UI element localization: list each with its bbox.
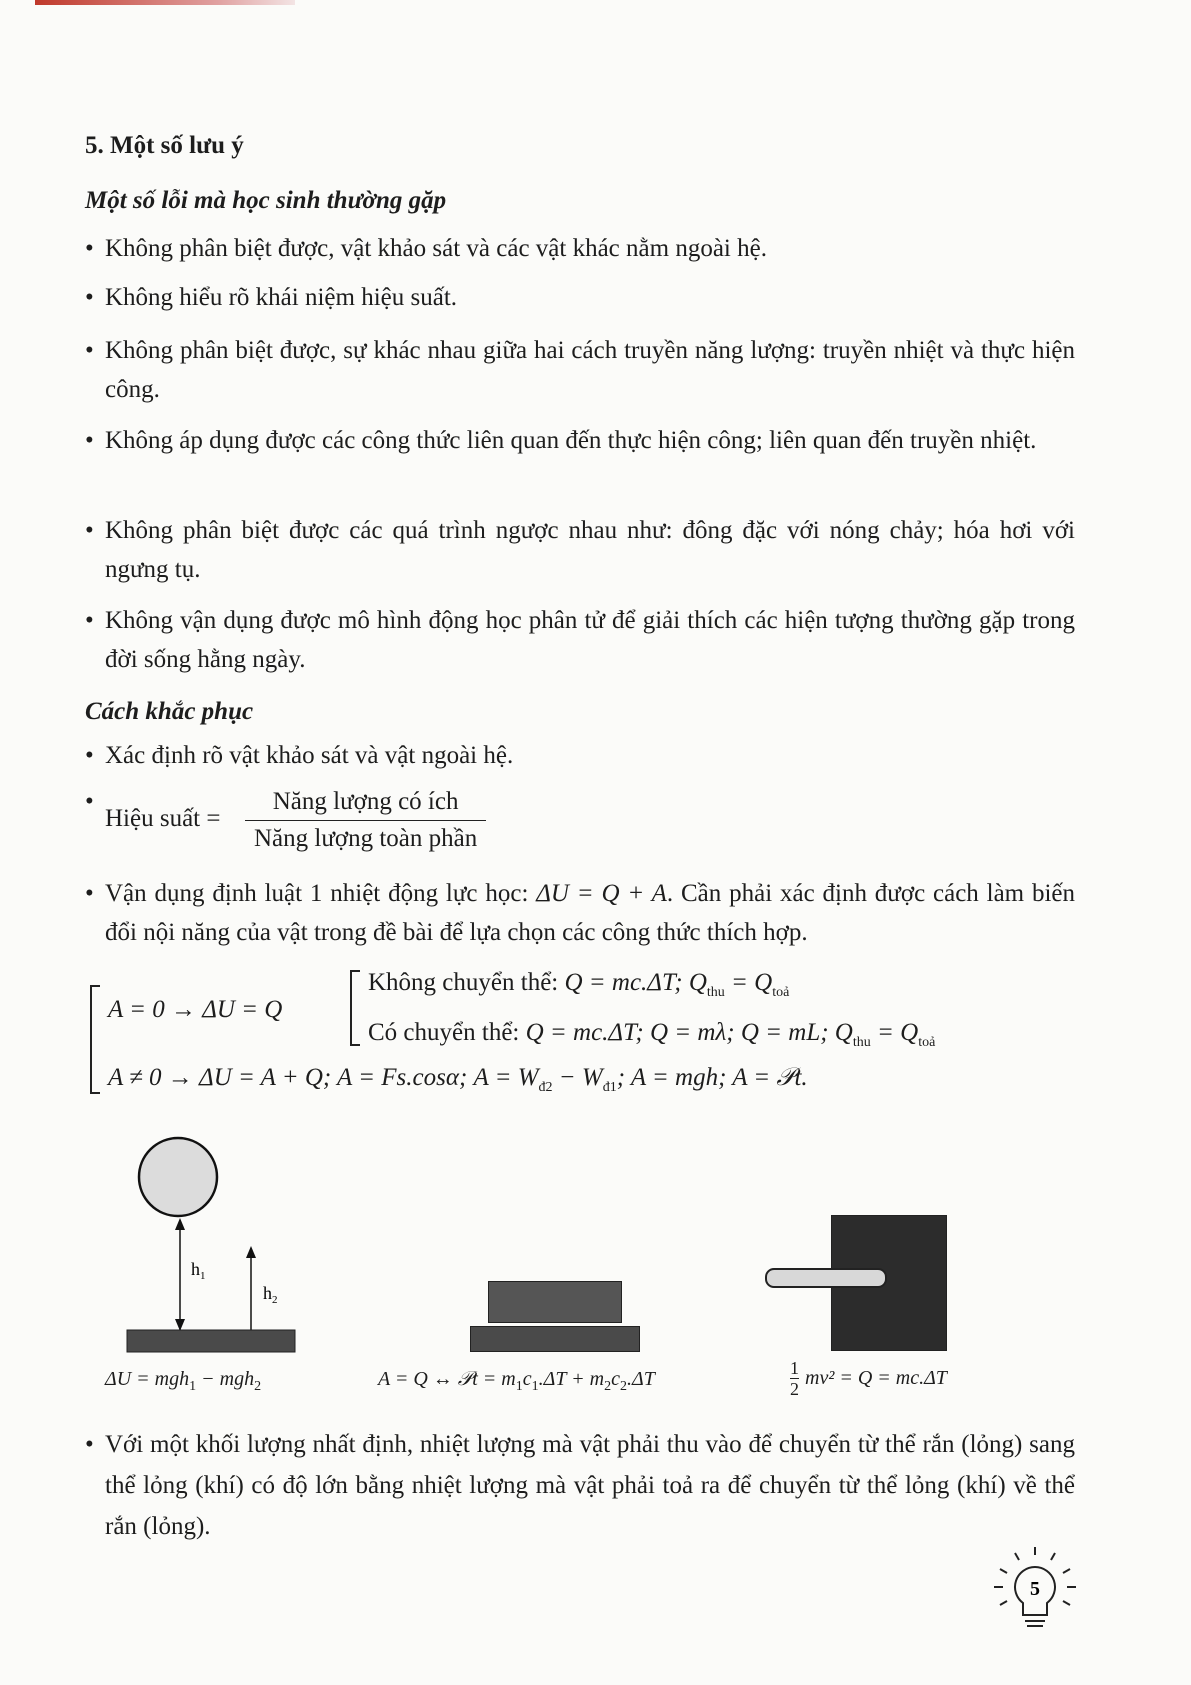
text: Vận dụng định luật 1 nhiệt động lực học: (105, 880, 537, 907)
section-title: 5. Một số lưu ý (85, 132, 244, 159)
case-no-phase-change: Không chuyển thể: Q = mc.ΔT; $Q_{thu} = Q_{toả}$ (368, 969, 790, 1000)
eq: mv² = Q = mc.ΔT (805, 1367, 947, 1389)
error-item: • Không vận dụng được mô hình động học phân tử để giải thích các hiện tượng thường gặp trong đời sống hằng ngày. (85, 601, 1075, 679)
eq: Q = mc.ΔT; Q (564, 969, 707, 996)
heated-block (488, 1281, 622, 1323)
label: Không chuyển thể: (368, 969, 565, 996)
eq: Q = mc.ΔT; Q = mλ; Q = mL; Q (525, 1019, 853, 1046)
case-a-zero: A = 0 → ΔU = Q (108, 996, 283, 1023)
top-color-bar (35, 0, 295, 5)
caption-kinetic (790, 1358, 947, 1399)
eq: .ΔT (626, 1368, 655, 1390)
h1-label: $h_1$ (191, 1259, 206, 1282)
heating-plate (470, 1326, 640, 1352)
denominator: Năng lượng toàn phần (253, 825, 478, 852)
eq: c (522, 1368, 532, 1390)
sub: thu (852, 1035, 871, 1050)
sub: đ2 (538, 1080, 553, 1095)
projectile (765, 1268, 887, 1288)
sub: 2 (604, 1379, 612, 1394)
label: Có chuyển thể: (368, 1019, 526, 1046)
eq: A = Q ↔ 𝒫t = m (378, 1368, 516, 1390)
num: 1 (790, 1358, 799, 1378)
error-item: • Không phân biệt được các quá trình ngược nhau như: đông đặc với nóng chảy; hóa hơi với ngưng tụ. (85, 511, 1075, 589)
fix-item-first-law (85, 874, 1075, 952)
error-item: • Không phân biệt được, sự khác nhau giữa hai cách truyền năng lượng: truyền nhiệt và thực hiện công. (85, 331, 1075, 409)
eq: − mgh (196, 1368, 255, 1390)
caption-ball (105, 1368, 261, 1395)
efficiency-fraction (245, 786, 487, 855)
sub: đ1 (602, 1080, 617, 1095)
eq: .ΔT + m (538, 1368, 605, 1390)
text: . Cần phải xác định được cách làm biến đổi nội năng của vật trong đề bài để lựa chọn các công thức thích hợp. (105, 880, 1075, 946)
eq: A ≠ 0 → ΔU = A + Q; A = Fs.cosα; A = W (108, 1064, 539, 1091)
errors-heading: Một số lỗi mà học sinh thường gặp (85, 187, 447, 214)
falling-ball-diagram (115, 1135, 305, 1355)
caption-heating (378, 1368, 655, 1395)
phase-change-note: • Với một khối lượng nhất định, nhiệt lượng mà vật phải thu vào để chuyển từ thể rắn (lỏng) sang thể lỏng (khí) có độ lớn bằng nhiệt lượng mà vật phải toả ra để chuyển từ thể lỏng (khí) về thể rắn (lỏng). (85, 1424, 1075, 1547)
page-number: 5 (1030, 1578, 1040, 1600)
case-a-nonzero: A ≠ 0 → ΔU = A + Q; A = Fs.cosα; $A = W_{đ2} - W_{đ1}$; A = mgh; A = 𝒫t. (108, 1064, 808, 1095)
sub: toả (772, 985, 790, 1000)
half-fraction (790, 1358, 799, 1399)
sub: 1 (189, 1379, 197, 1394)
eq: ΔU = mgh (105, 1368, 190, 1390)
den: 2 (790, 1379, 799, 1399)
h2-label: $h_2$ (263, 1283, 278, 1306)
error-item: • Không hiểu rõ khái niệm hiệu suất. (85, 278, 1075, 317)
sub: toả (918, 1035, 936, 1050)
eq: c (611, 1368, 620, 1390)
case-phase-change: Có chuyển thể: Q = mc.ΔT; Q = mλ; Q = mL; $Q_{thu} = Q_{toả}$ (368, 1019, 936, 1050)
sub: 2 (619, 1379, 627, 1394)
inner-bracket (350, 970, 360, 1046)
equation: ΔU = Q + A (536, 880, 667, 907)
fix-heading: Cách khắc phục (85, 698, 254, 725)
eq: ; A = mgh; A = 𝒫t. (616, 1064, 808, 1091)
efficiency-formula (85, 786, 1075, 855)
sub: 1 (515, 1379, 523, 1394)
sub: thu (706, 985, 725, 1000)
error-item: • Không áp dụng được các công thức liên quan đến thực hiện công; liên quan đến truyền nhiệt. (85, 421, 1075, 460)
error-item: • Không phân biệt được, vật khảo sát và các vật khác nằm ngoài hệ. (85, 229, 1075, 268)
sub: 2 (254, 1379, 262, 1394)
numerator: Năng lượng có ích (245, 786, 487, 821)
ball (139, 1138, 217, 1216)
efficiency-label: Hiệu suất = (105, 805, 221, 833)
fix-item: • Xác định rõ vật khảo sát và vật ngoài hệ. (85, 736, 1075, 775)
sub: 1 (531, 1379, 539, 1394)
outer-bracket (90, 985, 100, 1094)
lightbulb-page-icon (990, 1545, 1080, 1645)
ground (127, 1330, 295, 1352)
